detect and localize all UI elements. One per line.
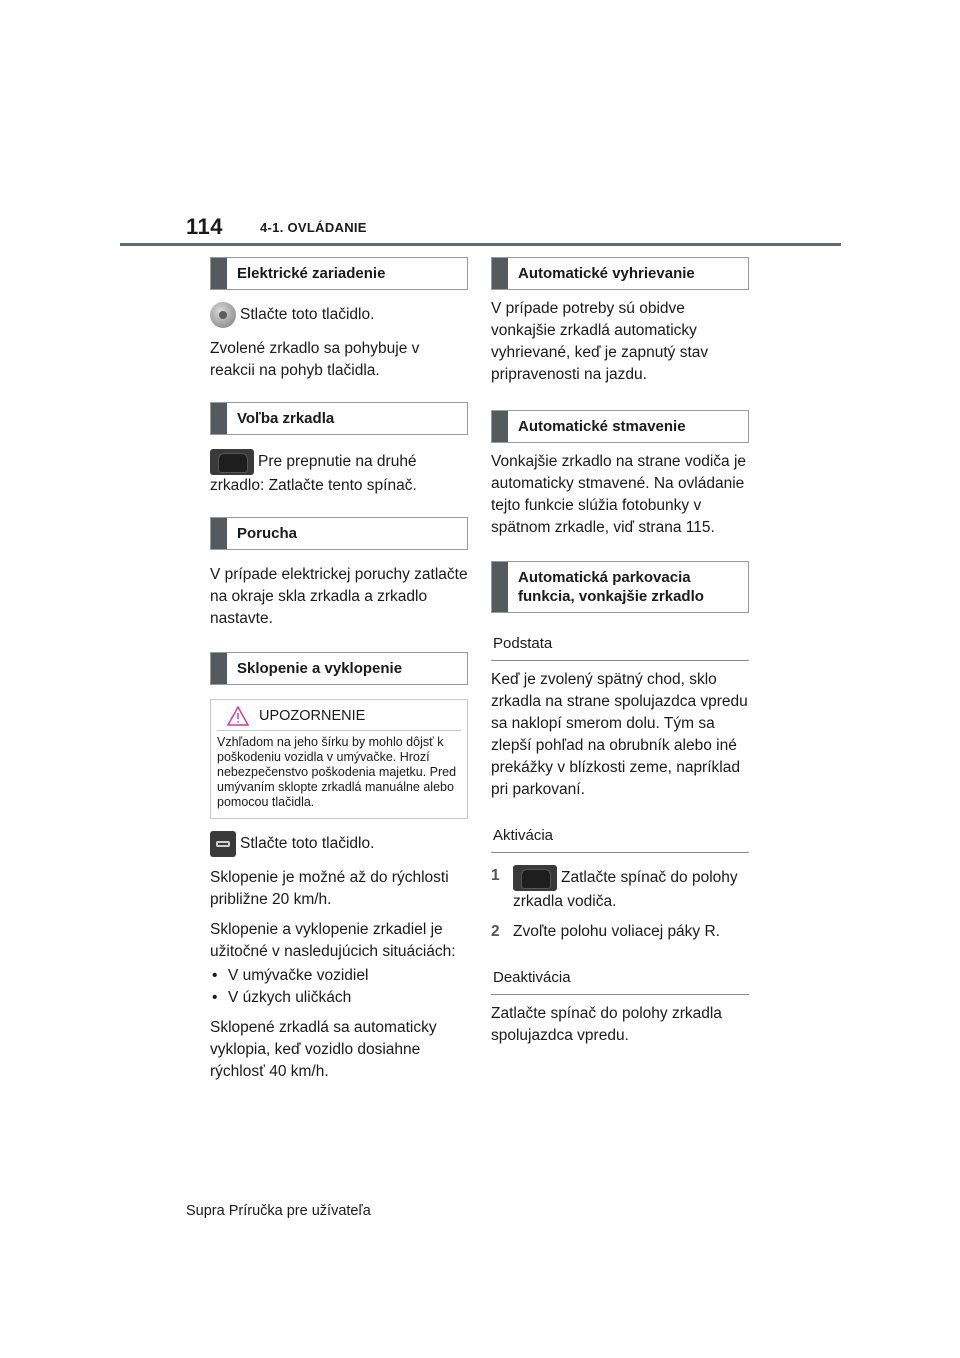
list-item: • V úzkych uličkách	[210, 987, 468, 1009]
mirror-switch-icon	[513, 865, 557, 891]
paragraph-fold-speed: Sklopenie je možné až do rýchlosti približne 20 km/h.	[210, 869, 449, 908]
step-1: 1 Zatlačte spínač do polohy zrkadla vodiča.	[491, 865, 749, 913]
subheading-principle: Podstata	[491, 635, 749, 661]
heading-fault: Porucha	[210, 517, 468, 550]
paragraph-dimming: Vonkajšie zrkadlo na strane vodiča je automaticky stmavené. Na ovládanie tejto funkcie slúžia fotobunky v spätnom zrkadle, viď strana 115.	[491, 453, 747, 536]
list-item: • V umývačke vozidiel	[210, 965, 468, 987]
warning-title: UPOZORNENIE	[259, 708, 366, 724]
footer-text: Supra Príručka pre užívateľa	[186, 1203, 371, 1219]
subheading-deactivation: Deaktivácia	[491, 969, 749, 995]
warning-text: Vzhľadom na jeho šírku by mohlo dôjsť k poškodeniu vozidla v umývačke. Hrozí nebezpečenstvo poškodenia majetku. Pred umývaním sklopte zrkadlá manuálne alebo pomocou tlačidla.	[217, 735, 457, 809]
left-column	[210, 257, 468, 1083]
right-column	[491, 257, 749, 1047]
subheading-activation: Aktivácia	[491, 827, 749, 853]
paragraph-heating: V prípade potreby sú obidve vonkajšie zrkadlá automaticky vyhrievané, keď je zapnutý stav pripravenosti na jazdu.	[491, 300, 709, 383]
step-2: 2 Zvoľte polohu voliacej páky R.	[491, 921, 749, 943]
heading-parking: Automatická parkovacia funkcia, vonkajšie zrkadlo	[491, 561, 749, 613]
paragraph-deactivation: Zatlačte spínač do polohy zrkadla spolujazdca vpredu.	[491, 1005, 722, 1044]
paragraph-fold-useful: Sklopenie a vyklopenie zrkadiel je užitočné v nasledujúcich situáciách:	[210, 921, 456, 960]
paragraph-fault: V prípade elektrickej poruchy zatlačte na okraje skla zrkadla a zrkadlo nastavte.	[210, 566, 468, 627]
header-rule	[120, 243, 841, 246]
heading-dimming: Automatické stmavenie	[491, 410, 749, 443]
page-number: 114	[186, 214, 223, 239]
heading-select: Voľba zrkadla	[210, 402, 468, 435]
heading-electric: Elektrické zariadenie	[210, 257, 468, 290]
step-number: 2	[491, 923, 500, 940]
heading-fold: Sklopenie a vyklopenie	[210, 652, 468, 685]
mirror-adjust-button-icon	[210, 302, 236, 328]
warning-triangle-icon	[227, 706, 249, 726]
warning-box	[210, 699, 468, 819]
mirror-switch-icon	[210, 449, 254, 475]
section-title: 4-1. OVLÁDANIE	[260, 220, 367, 235]
mirror-fold-button-icon	[210, 831, 236, 857]
paragraph-fold-auto: Sklopené zrkadlá sa automaticky vyklopia, keď vozidlo dosiahne rýchlosť 40 km/h.	[210, 1019, 437, 1080]
paragraph-switch: Pre prepnutie na druhé zrkadlo: Zatlačte tento spínač.	[210, 449, 468, 497]
paragraph-mirror-moves: Zvolené zrkadlo sa pohybuje v reakcii na pohyb tlačidla.	[210, 340, 420, 379]
heading-heating: Automatické vyhrievanie	[491, 257, 749, 290]
step-number: 1	[491, 867, 500, 884]
situation-list	[210, 965, 468, 1009]
paragraph-principle: Keď je zvolený spätný chod, sklo zrkadla na strane spolujazdca vpredu sa naklopí smerom dolu. Tým sa zlepší pohľad na obrubník alebo iné prekážky v blízkosti zeme, napríklad pri parkovaní.	[491, 671, 748, 798]
paragraph-press-button: Stlačte toto tlačidlo.	[210, 302, 468, 328]
paragraph-fold-press: Stlačte toto tlačidlo.	[210, 831, 468, 857]
